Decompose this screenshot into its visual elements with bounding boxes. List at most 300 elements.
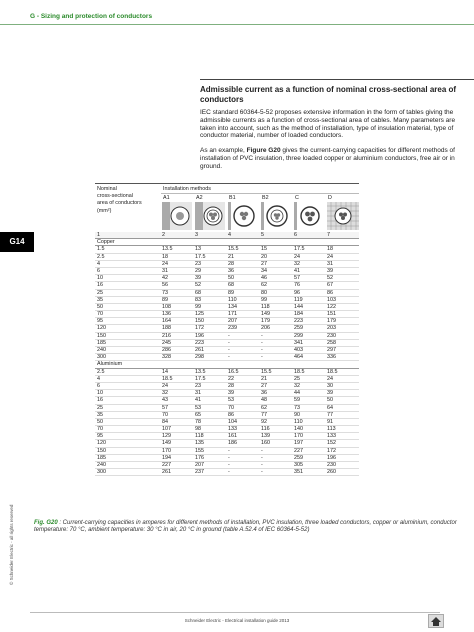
current-cell: 99	[261, 296, 267, 303]
current-cell: 16.5	[228, 368, 239, 375]
table-row	[95, 397, 359, 404]
table-row	[95, 462, 359, 469]
table-row	[95, 340, 359, 347]
current-cell: 68	[228, 282, 234, 289]
table-cell: 1	[97, 232, 100, 238]
current-cell: 31	[162, 267, 168, 274]
area-cell: 120	[97, 325, 106, 332]
section-heading: Admissible current as a function of nominal cross-sectional area of conductors	[200, 85, 457, 104]
current-cell: 113	[327, 426, 336, 433]
area-cell: 10	[97, 275, 103, 282]
aluminium-group-label	[95, 361, 359, 368]
current-cell: -	[228, 354, 230, 361]
current-cell: 70	[162, 411, 168, 418]
area-cell: 50	[97, 303, 103, 310]
current-cell: 65	[195, 411, 201, 418]
table-row	[95, 318, 359, 325]
current-cell: 28	[228, 382, 234, 389]
home-icon	[431, 617, 441, 626]
area-cell: 4	[97, 375, 100, 382]
table-row	[95, 254, 359, 261]
current-cell: 44	[294, 390, 300, 397]
current-cell: 18	[327, 246, 333, 253]
area-header-line: cross-sectional	[97, 193, 133, 200]
table-row	[95, 426, 359, 433]
area-header-line: Nominal	[97, 186, 117, 192]
current-cell: -	[261, 332, 263, 339]
current-cell: 196	[327, 454, 336, 461]
area-header	[97, 186, 142, 215]
table-cell: 6	[294, 232, 297, 238]
current-cell: 184	[294, 311, 303, 318]
current-cell: 170	[294, 433, 303, 440]
current-cell: 197	[294, 440, 303, 447]
area-cell: 6	[97, 382, 100, 389]
method-label: B1	[229, 195, 236, 201]
current-cell: 351	[294, 469, 303, 476]
current-cell: 260	[327, 469, 336, 476]
current-cell: 18	[162, 253, 168, 260]
current-cell: -	[228, 347, 230, 353]
current-cell: 17.5	[294, 246, 305, 253]
conduit-multicore-icon	[261, 202, 291, 230]
current-cell: 23	[195, 260, 201, 267]
current-cell: -	[228, 454, 230, 461]
table-cell: 7	[327, 232, 330, 238]
current-cell: 99	[195, 303, 201, 310]
current-cell: 328	[162, 354, 171, 361]
current-cell: 133	[327, 433, 336, 440]
current-cell: 13.5	[162, 246, 173, 253]
method-label: A1	[163, 195, 170, 201]
current-cell: 172	[195, 325, 204, 332]
current-cell: 286	[162, 347, 171, 353]
current-cell: 341	[294, 339, 303, 346]
table-row	[95, 268, 359, 275]
area-cell: 16	[97, 282, 103, 289]
current-cell: 18.5	[327, 368, 338, 375]
current-cell: 149	[162, 440, 171, 447]
para2-end: gives the current-carrying capacities for different methods of installation of PVC insulation, three loaded copper or aluminium conductors, free air or in ground.	[200, 147, 455, 170]
table-cell: 2	[162, 232, 165, 238]
area-cell: 240	[97, 347, 106, 353]
table-row	[95, 455, 359, 462]
current-cell: 70	[228, 404, 234, 411]
current-cell: 18.5	[294, 368, 305, 375]
current-cell: 160	[261, 440, 270, 447]
table-row	[95, 246, 359, 253]
current-cell: 32	[162, 390, 168, 397]
header-rule	[0, 24, 474, 25]
area-cell: 2.5	[97, 368, 105, 375]
current-cell: 258	[327, 339, 336, 346]
area-cell: 95	[97, 318, 103, 325]
current-cell: 227	[294, 447, 303, 454]
clipped-cable-icon	[294, 202, 324, 230]
table-row	[95, 354, 359, 361]
page-tab: G14	[0, 232, 34, 252]
current-cell: 237	[195, 469, 204, 476]
area-header-line: area of conductors	[97, 200, 142, 207]
aluminium-rows	[95, 369, 359, 477]
current-cell: 50	[228, 275, 234, 282]
current-cell: 29	[195, 267, 201, 274]
current-cell: 152	[327, 440, 336, 447]
current-cell: 57	[162, 404, 168, 411]
current-cell: 39	[195, 275, 201, 282]
current-cell: 206	[261, 325, 270, 332]
table-cell: 4	[228, 232, 231, 238]
copyright-text: © Schneider Electric - all rights reserved	[9, 504, 14, 585]
current-cell: 155	[195, 447, 204, 454]
current-cell: 90	[294, 411, 300, 418]
current-cell: 118	[195, 433, 204, 440]
current-cell: 96	[294, 289, 300, 296]
current-cell: 77	[261, 411, 267, 418]
current-cell: 196	[195, 332, 204, 339]
current-cell: -	[261, 339, 263, 346]
table-header	[95, 183, 359, 232]
area-cell: 185	[97, 454, 106, 461]
current-cell: 20	[261, 253, 267, 260]
current-cell: 171	[228, 311, 237, 318]
current-cell: 91	[327, 418, 333, 425]
current-cell: 50	[327, 397, 333, 404]
current-cell: 68	[195, 289, 201, 296]
current-cell: 139	[261, 433, 270, 440]
current-cell: 56	[162, 282, 168, 289]
current-cell: 299	[294, 332, 303, 339]
current-cell: 30	[327, 382, 333, 389]
current-cell: 86	[327, 289, 333, 296]
current-cell: 239	[228, 325, 237, 332]
area-cell: 4	[97, 260, 100, 267]
current-cell: 39	[228, 390, 234, 397]
current-cell: 164	[162, 318, 171, 325]
current-cell: 245	[162, 339, 171, 346]
figure-reference-link[interactable]: Figure G20	[246, 147, 281, 154]
para2-start: As an example,	[200, 147, 247, 154]
figure-caption	[34, 520, 459, 534]
table-row	[95, 290, 359, 297]
table-row	[95, 440, 359, 447]
current-cell: 80	[261, 289, 267, 296]
current-cell: 103	[327, 296, 336, 303]
method-b2	[260, 194, 292, 232]
table-row	[95, 369, 359, 376]
area-cell: 50	[97, 418, 103, 425]
current-cell: 188	[162, 325, 171, 332]
current-cell: 140	[294, 426, 303, 433]
current-cell: -	[261, 462, 263, 468]
current-cell: 24	[327, 253, 333, 260]
current-cell: -	[228, 469, 230, 476]
copper-group-label	[95, 239, 359, 246]
current-cell: 135	[195, 440, 204, 447]
table-row	[95, 419, 359, 426]
area-cell: 35	[97, 296, 103, 303]
current-cell: 24	[162, 260, 168, 267]
current-cell: 176	[195, 454, 204, 461]
current-cell: 14	[162, 368, 168, 375]
current-cell: 31	[327, 260, 333, 267]
current-cell: 261	[162, 469, 171, 476]
current-cell: 134	[228, 303, 237, 310]
current-cell: 336	[327, 354, 336, 361]
table-row	[95, 297, 359, 304]
current-cell: 21	[228, 253, 234, 260]
method-label: C	[295, 195, 299, 201]
current-cell: 118	[261, 303, 270, 310]
current-cell: 46	[261, 275, 267, 282]
current-cell: 43	[162, 397, 168, 404]
current-cell: 186	[228, 440, 237, 447]
current-cell: -	[261, 354, 263, 361]
current-cell: 73	[162, 289, 168, 296]
table-row	[95, 347, 359, 354]
caption-label: Fig. G20	[34, 520, 58, 526]
section-rule	[200, 79, 474, 80]
current-cell: 107	[162, 426, 171, 433]
area-cell: 25	[97, 404, 103, 411]
methods-label: Installation methods	[163, 186, 211, 192]
current-cell: -	[228, 339, 230, 346]
current-cell: -	[228, 447, 230, 454]
current-cell: 17.5	[195, 375, 206, 382]
current-cell: 21	[261, 375, 267, 382]
current-cell: 32	[294, 382, 300, 389]
current-cell: 32	[294, 260, 300, 267]
current-cell: 230	[327, 462, 336, 468]
area-cell: 1.5	[97, 246, 105, 253]
area-cell: 150	[97, 447, 106, 454]
current-cell: 305	[294, 462, 303, 468]
conduit-on-wall-icon	[228, 202, 258, 230]
current-cell: 24	[327, 375, 333, 382]
method-label: B2	[262, 195, 269, 201]
current-cell: 23	[195, 382, 201, 389]
area-cell: 300	[97, 469, 106, 476]
current-cell: 28	[228, 260, 234, 267]
table-row	[95, 405, 359, 412]
home-button[interactable]	[428, 614, 444, 628]
current-cell: 17.5	[195, 253, 206, 260]
current-cell: 64	[327, 404, 333, 411]
current-cell: 41	[195, 397, 201, 404]
table-cell: 3	[195, 232, 198, 238]
caption-text: : Current-carrying capacities in amperes for different methods of installation, PVC insulation, three loaded conductors, copper or aluminium, conductor temperature: 70 °C, ambient temperature: 30 °C in air, 20 °C in ground (table A.52.4 of IEC 60364-5-52)	[34, 520, 457, 533]
current-cell: 104	[228, 418, 237, 425]
current-cell: 179	[261, 318, 270, 325]
current-cell: 15	[261, 246, 267, 253]
table-row	[95, 412, 359, 419]
table-row	[95, 282, 359, 289]
current-capacity-table	[95, 183, 359, 476]
current-cell: 259	[294, 454, 303, 461]
current-cell: 62	[261, 404, 267, 411]
area-header-line: (mm²)	[97, 207, 112, 214]
group-label: Aluminium	[97, 361, 123, 368]
current-cell: 22	[228, 375, 234, 382]
table-row	[95, 469, 359, 476]
current-cell: -	[261, 469, 263, 476]
current-cell: -	[261, 447, 263, 454]
current-cell: 194	[162, 454, 171, 461]
current-cell: 129	[162, 433, 171, 440]
table-number-row	[95, 232, 359, 239]
current-cell: 125	[195, 311, 204, 318]
method-label: A2	[196, 195, 203, 201]
chapter-title: G - Sizing and protection of conductors	[30, 13, 153, 20]
footer-rule	[30, 612, 440, 613]
current-cell: 98	[195, 426, 201, 433]
group-label: Copper	[97, 239, 115, 246]
current-cell: 52	[195, 282, 201, 289]
current-cell: 89	[162, 296, 168, 303]
current-cell: 25	[294, 375, 300, 382]
current-cell: 150	[195, 318, 204, 325]
table-row	[95, 383, 359, 390]
method-label: D	[328, 195, 332, 201]
current-cell: 24	[294, 253, 300, 260]
current-cell: 73	[294, 404, 300, 411]
current-cell: 86	[228, 411, 234, 418]
area-cell: 70	[97, 311, 103, 318]
method-a2	[194, 194, 226, 232]
current-cell: 31	[195, 390, 201, 397]
current-cell: 76	[294, 282, 300, 289]
current-cell: 53	[228, 397, 234, 404]
current-cell: 172	[327, 447, 336, 454]
current-cell: 116	[261, 426, 270, 433]
current-cell: 136	[162, 311, 171, 318]
table-row	[95, 325, 359, 332]
area-cell: 16	[97, 397, 103, 404]
copper-rows	[95, 246, 359, 361]
current-cell: 223	[294, 318, 303, 325]
current-cell: 298	[195, 354, 204, 361]
current-cell: 15.5	[228, 246, 239, 253]
table-row	[95, 448, 359, 455]
area-cell: 70	[97, 426, 103, 433]
current-cell: 207	[228, 318, 237, 325]
area-cell: 185	[97, 339, 106, 346]
table-row	[95, 433, 359, 440]
current-cell: 13.5	[195, 368, 206, 375]
method-c	[293, 194, 325, 232]
current-cell: 48	[261, 397, 267, 404]
footer-text: Schneider Electric - Electrical installation guide 2013	[184, 618, 290, 623]
current-cell: 36	[261, 390, 267, 397]
current-cell: 39	[327, 390, 333, 397]
table-row	[95, 275, 359, 282]
body-paragraph-2	[200, 147, 465, 170]
wall-conduit-icon	[162, 202, 192, 230]
current-cell: 27	[261, 382, 267, 389]
current-cell: 89	[228, 289, 234, 296]
current-cell: 259	[294, 325, 303, 332]
table-cell: 5	[261, 232, 264, 238]
current-cell: 161	[228, 433, 237, 440]
area-cell: 300	[97, 354, 106, 361]
copyright-note	[2, 504, 16, 589]
current-cell: 297	[327, 347, 336, 353]
table-row	[95, 261, 359, 268]
current-cell: 62	[261, 282, 267, 289]
area-cell: 25	[97, 289, 103, 296]
current-cell: 119	[294, 296, 303, 303]
current-cell: 110	[294, 418, 303, 425]
area-cell: 240	[97, 462, 106, 468]
current-cell: 39	[327, 267, 333, 274]
area-cell: 2.5	[97, 253, 105, 260]
area-cell: 10	[97, 390, 103, 397]
current-cell: 18.5	[162, 375, 173, 382]
current-cell: 15.5	[261, 368, 272, 375]
current-cell: 144	[294, 303, 303, 310]
current-cell: 149	[261, 311, 270, 318]
current-cell: 207	[195, 462, 204, 468]
current-cell: 151	[327, 311, 336, 318]
current-cell: 179	[327, 318, 336, 325]
current-cell: 57	[294, 275, 300, 282]
current-cell: 84	[162, 418, 168, 425]
current-cell: 223	[195, 339, 204, 346]
current-cell: 24	[162, 382, 168, 389]
current-cell: 77	[327, 411, 333, 418]
buried-duct-icon	[327, 202, 359, 230]
current-cell: 110	[228, 296, 237, 303]
current-cell: 13	[195, 246, 201, 253]
current-cell: 403	[294, 347, 303, 353]
current-cell: 133	[228, 426, 237, 433]
current-cell: 170	[162, 447, 171, 454]
current-cell: 59	[294, 397, 300, 404]
current-cell: 203	[327, 325, 336, 332]
table-row	[95, 376, 359, 383]
current-cell: 67	[327, 282, 333, 289]
current-cell: 52	[327, 275, 333, 282]
current-cell: 108	[162, 303, 171, 310]
current-cell: 41	[294, 267, 300, 274]
current-cell: 122	[327, 303, 336, 310]
current-cell: -	[261, 454, 263, 461]
current-cell: 216	[162, 332, 171, 339]
current-cell: 230	[327, 332, 336, 339]
current-cell: 83	[195, 296, 201, 303]
current-cell: 27	[261, 260, 267, 267]
table-row	[95, 304, 359, 311]
table-row	[95, 390, 359, 397]
current-cell: 36	[228, 267, 234, 274]
current-cell: 92	[261, 418, 267, 425]
area-cell: 150	[97, 332, 106, 339]
current-cell: -	[228, 332, 230, 339]
area-cell: 6	[97, 267, 100, 274]
body-paragraph-1: IEC standard 60364-5-52 proposes extensive information in the form of tables giving the admissible currents as a function of cross-sectional area of cables. Many parameters are taken into account, such as the method of installation, type of insulation material, type of conductor material, number of loaded conductors.	[200, 109, 456, 140]
current-cell: 34	[261, 267, 267, 274]
current-cell: 78	[195, 418, 201, 425]
current-cell: 53	[195, 404, 201, 411]
current-cell: 261	[195, 347, 204, 353]
area-cell: 120	[97, 440, 106, 447]
table-row	[95, 333, 359, 340]
area-cell: 95	[97, 433, 103, 440]
current-cell: -	[261, 347, 263, 353]
current-cell: 464	[294, 354, 303, 361]
current-cell: 227	[162, 462, 171, 468]
method-d	[326, 194, 358, 232]
